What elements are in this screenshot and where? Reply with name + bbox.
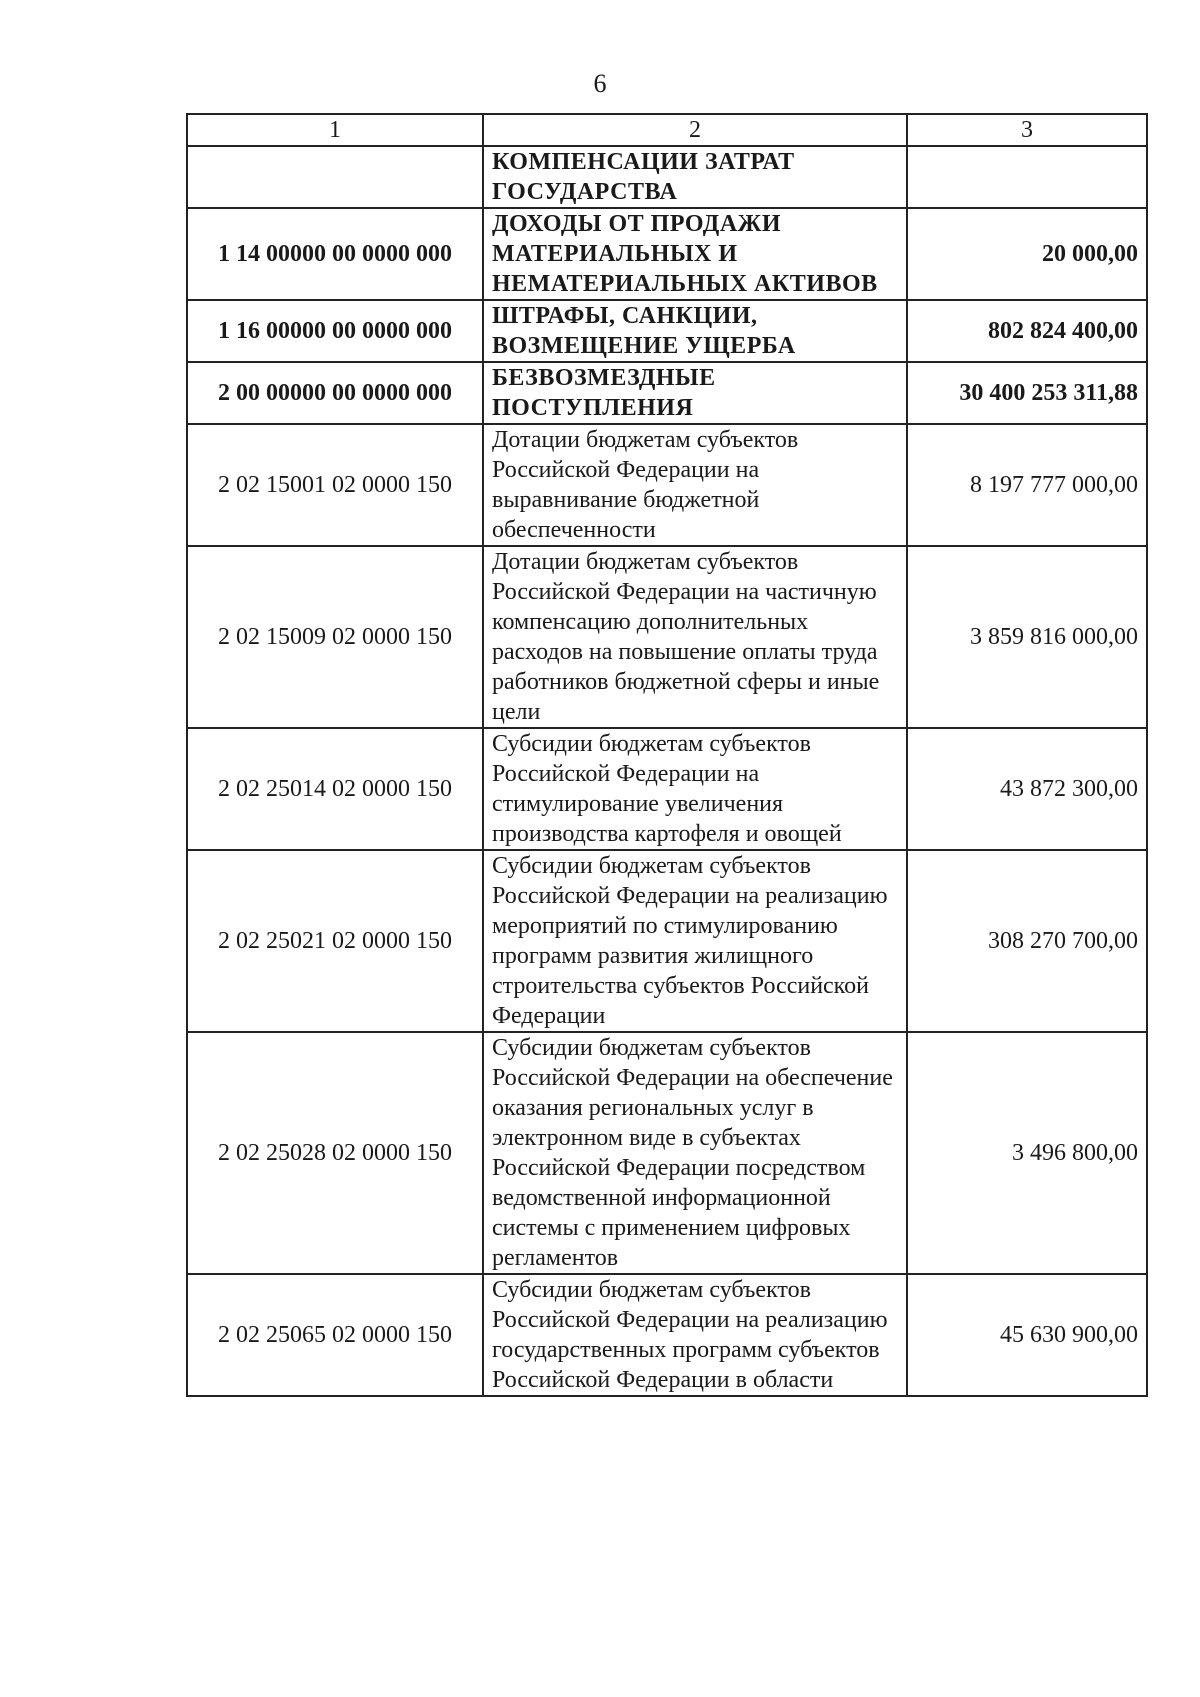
- row-description-cell: ШТРАФЫ, САНКЦИИ, ВОЗМЕЩЕНИЕ УЩЕРБА: [483, 300, 907, 362]
- row-amount-cell: [907, 146, 1147, 208]
- table-row: [187, 208, 1147, 300]
- row-code-cell: 2 02 25014 02 0000 150: [187, 728, 483, 850]
- row-amount-cell: 308 270 700,00: [907, 850, 1147, 1032]
- table-row: [187, 424, 1147, 546]
- table-row: [187, 850, 1147, 1032]
- table-row: [187, 1274, 1147, 1396]
- table-row: [187, 546, 1147, 728]
- revenue-table: [186, 113, 1148, 1397]
- row-code-cell: 2 02 25028 02 0000 150: [187, 1032, 483, 1274]
- row-amount-cell: 802 824 400,00: [907, 300, 1147, 362]
- row-code-cell: 2 02 25065 02 0000 150: [187, 1274, 483, 1396]
- row-code-cell: 1 14 00000 00 0000 000: [187, 208, 483, 300]
- row-amount-cell: 3 859 816 000,00: [907, 546, 1147, 728]
- row-code-cell: 2 02 15001 02 0000 150: [187, 424, 483, 546]
- row-code-cell: [187, 146, 483, 208]
- column-header-1: 1: [187, 114, 483, 146]
- row-description-cell: Субсидии бюджетам субъектов Российской Федерации на реализацию мероприятий по стимулированию программ развития жилищного строительства субъектов Российской Федерации: [483, 850, 907, 1032]
- row-amount-cell: 30 400 253 311,88: [907, 362, 1147, 424]
- row-code-cell: 2 02 25021 02 0000 150: [187, 850, 483, 1032]
- row-description-cell: КОМПЕНСАЦИИ ЗАТРАТ ГОСУДАРСТВА: [483, 146, 907, 208]
- page-number: 6: [593, 69, 607, 98]
- row-amount-cell: 20 000,00: [907, 208, 1147, 300]
- table-row: [187, 728, 1147, 850]
- row-code-cell: 2 02 15009 02 0000 150: [187, 546, 483, 728]
- column-header-2: 2: [483, 114, 907, 146]
- row-description-cell: Субсидии бюджетам субъектов Российской Федерации на обеспечение оказания региональных услуг в электронном виде в субъектах Российской Федерации посредством ведомственной информационной системы с применением цифровых регламентов: [483, 1032, 907, 1274]
- column-header-3: 3: [907, 114, 1147, 146]
- row-description-cell: ДОХОДЫ ОТ ПРОДАЖИ МАТЕРИАЛЬНЫХ И НЕМАТЕРИАЛЬНЫХ АКТИВОВ: [483, 208, 907, 300]
- row-amount-cell: 45 630 900,00: [907, 1274, 1147, 1396]
- table-row: [187, 362, 1147, 424]
- row-code-cell: 2 00 00000 00 0000 000: [187, 362, 483, 424]
- row-description-cell: Субсидии бюджетам субъектов Российской Федерации на стимулирование увеличения производства картофеля и овощей: [483, 728, 907, 850]
- row-amount-cell: 43 872 300,00: [907, 728, 1147, 850]
- row-description-cell: Дотации бюджетам субъектов Российской Федерации на выравнивание бюджетной обеспеченности: [483, 424, 907, 546]
- row-amount-cell: 8 197 777 000,00: [907, 424, 1147, 546]
- row-description-cell: БЕЗВОЗМЕЗДНЫЕ ПОСТУПЛЕНИЯ: [483, 362, 907, 424]
- row-description-cell: Дотации бюджетам субъектов Российской Федерации на частичную компенсацию дополнительных расходов на повышение оплаты труда работников бюджетной сферы и иные цели: [483, 546, 907, 728]
- table-row: [187, 1032, 1147, 1274]
- table-row: [187, 300, 1147, 362]
- table-header-row: [187, 114, 1147, 146]
- table-row: [187, 146, 1147, 208]
- row-description-cell: Субсидии бюджетам субъектов Российской Федерации на реализацию государственных программ субъектов Российской Федерации в области: [483, 1274, 907, 1396]
- row-amount-cell: 3 496 800,00: [907, 1032, 1147, 1274]
- row-code-cell: 1 16 00000 00 0000 000: [187, 300, 483, 362]
